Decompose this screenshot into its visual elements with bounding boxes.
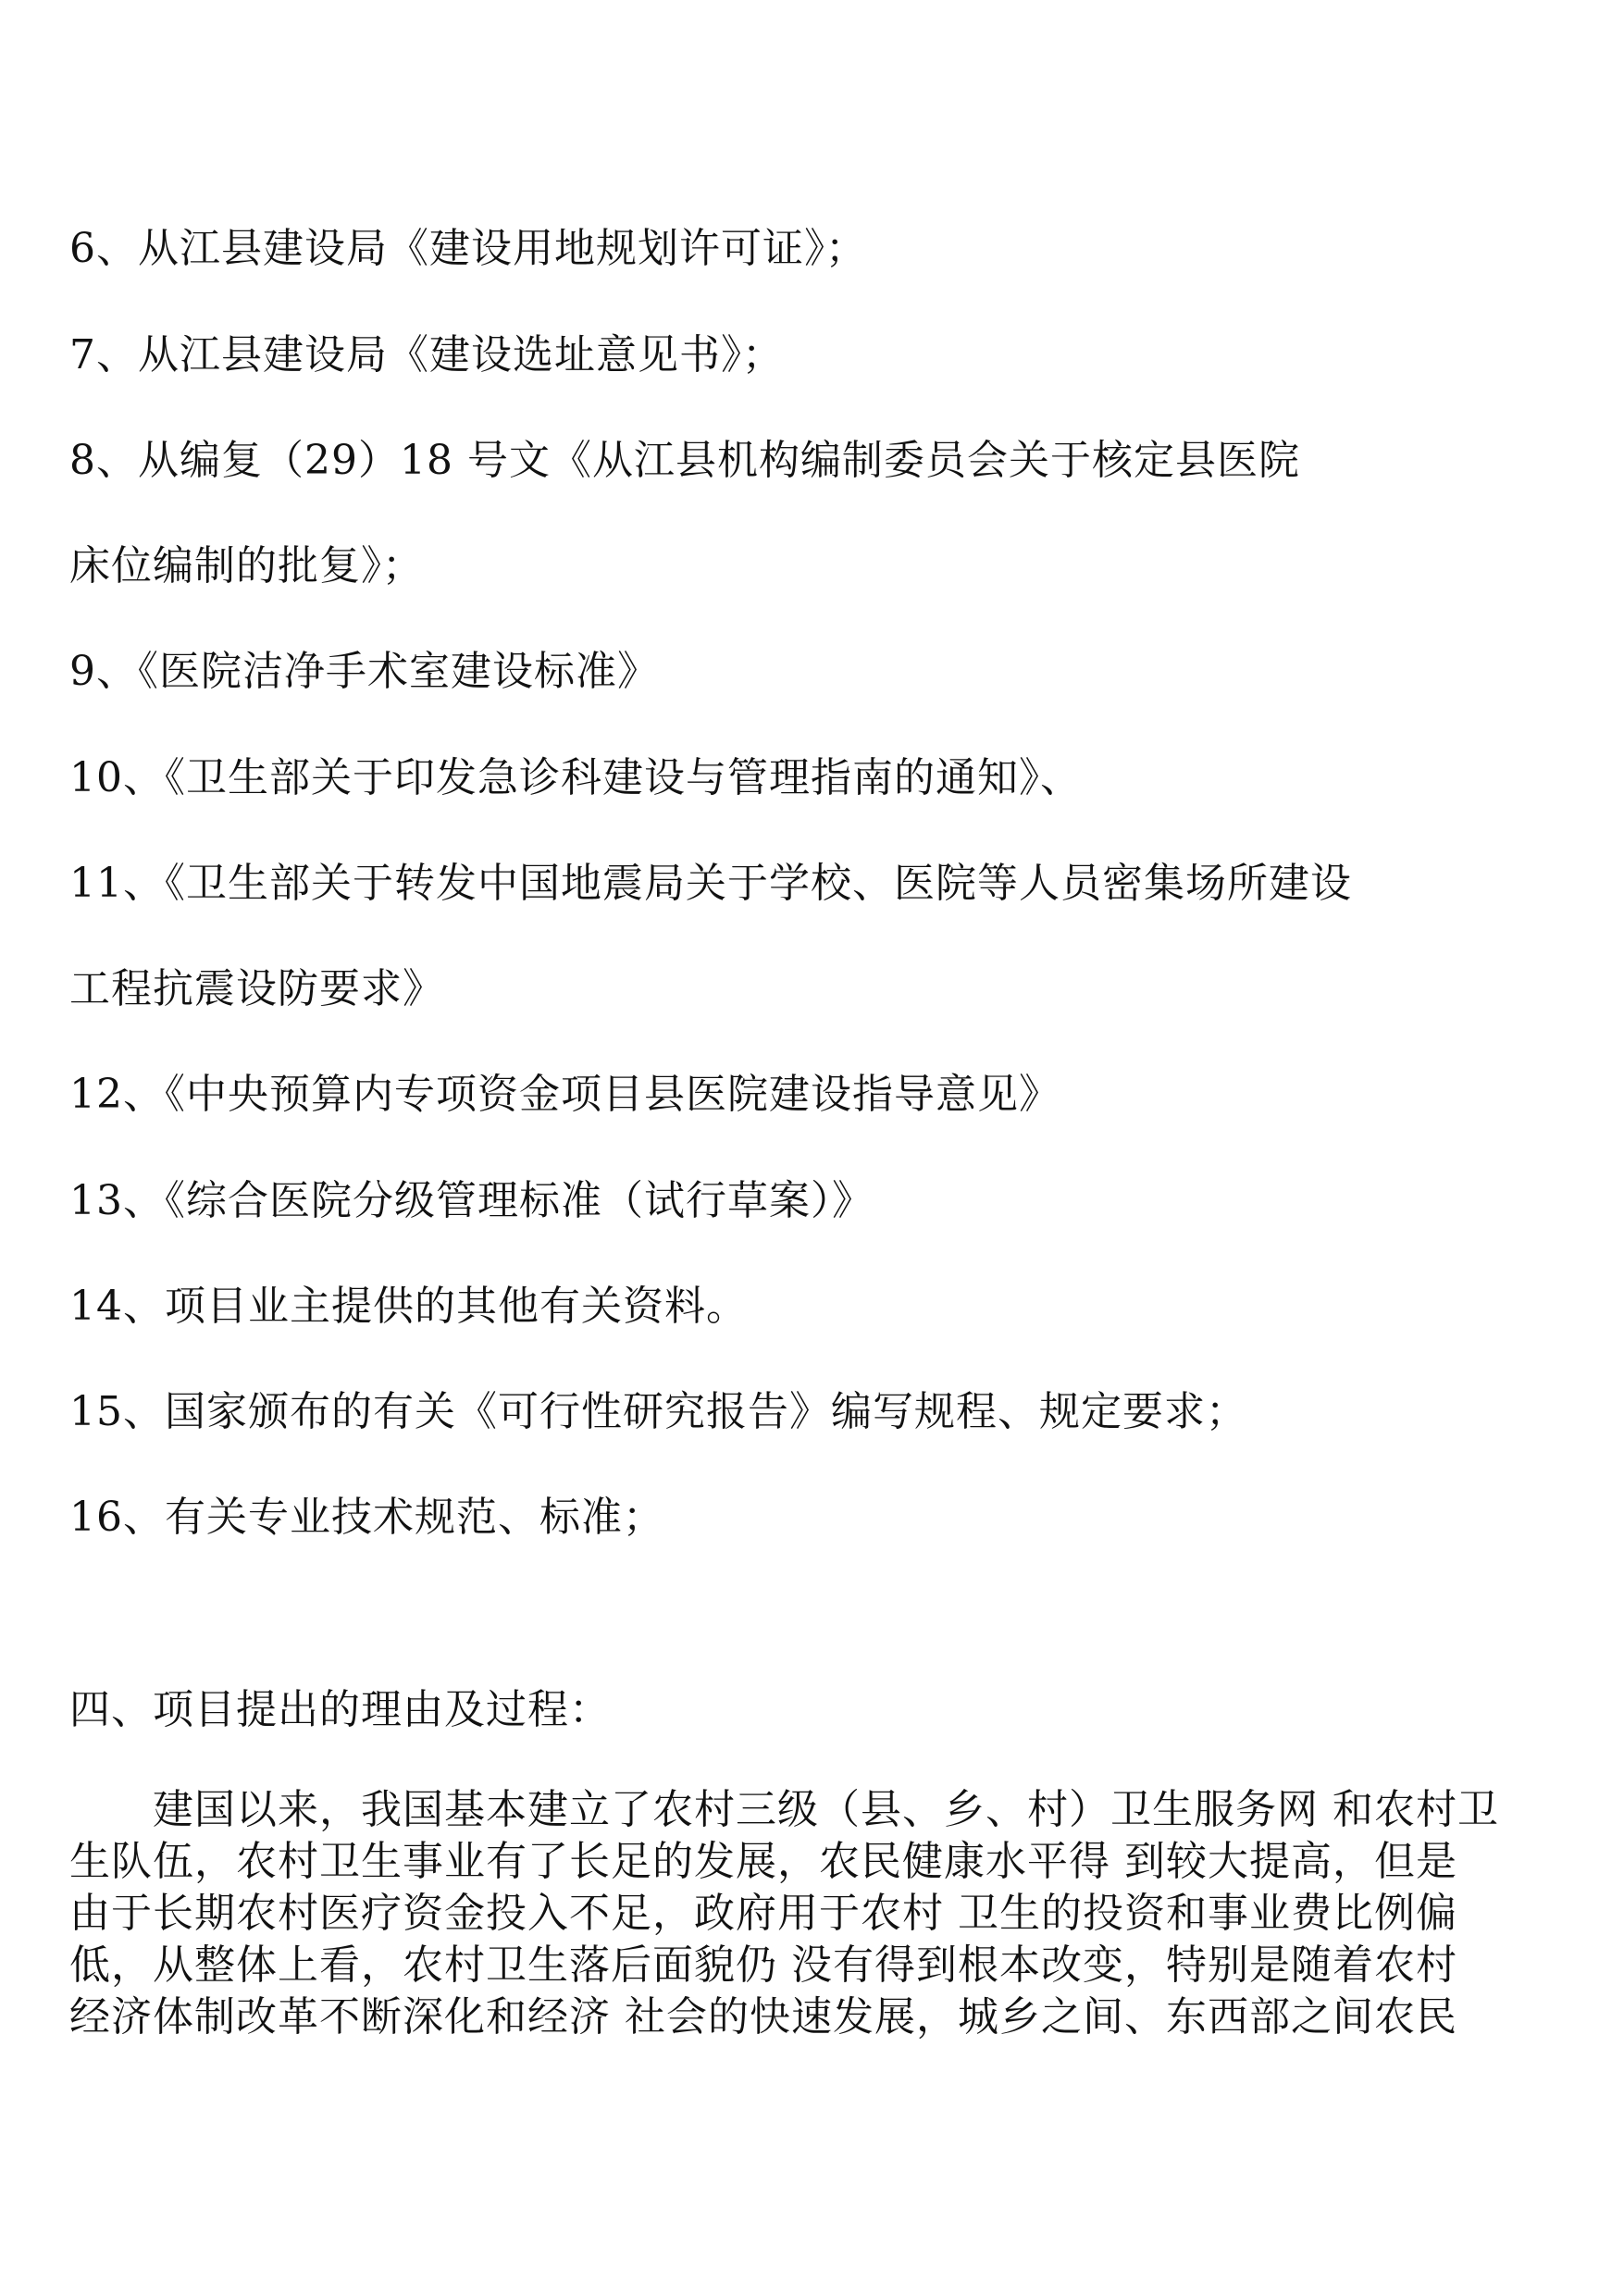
list-item: 10、《卫生部关于印发急诊科建设与管理指南的通知》、	[69, 754, 1082, 801]
list-item: 13、《综合医院分级管理标准（试行草案）》	[69, 1177, 874, 1224]
list-item: 7、从江县建设局《建设选址意见书》；	[69, 331, 784, 378]
list-item: 9、《医院洁净手术室建设标准》	[69, 648, 659, 695]
list-item: 16、有关专业技术规范、标准；	[69, 1494, 664, 1541]
list-item: 11、《卫生部关于转发中国地震局关于学校、医院等人员密集场所建设	[69, 860, 1352, 907]
paragraph-line: 低，从整体上看，农村卫生落后面貌仍 没有得到根本改变，特别是随着农村	[69, 1941, 1457, 1989]
list-item: 6、从江县建设局《建设用地规划许可证》；	[69, 225, 867, 272]
paragraph-line: 建国以来，我国基本建立了农村三级（县、乡、村）卫生服务网 和农村卫	[69, 1786, 1499, 1833]
paragraph-line: 经济体制改革不断深化和经济 社会的快速发展，城乡之间、东西部之间农民	[69, 1993, 1457, 2041]
list-item: 8、从编复（29）18 号文《从江县机构编制委员会关于核定县医院	[69, 437, 1300, 484]
paragraph-line: 生队伍，农村卫生事业有了长足的发展，农民健康水平得 到较大提高，但是	[69, 1838, 1457, 1885]
list-item: 12、《中央预算内专项资金项目县医院建设指导意见》	[69, 1071, 1060, 1118]
body-paragraph	[69, 1784, 1587, 2043]
list-item: 15、国家颁布的有关《可行性研究报告》编写规程、规定要求；	[69, 1388, 1247, 1435]
list-item-continuation: 工程抗震设防要求》	[69, 965, 444, 1012]
list-item: 14、项目业主提供的其他有关资料。	[69, 1283, 748, 1330]
paragraph-line: 由于长期农村医疗资金投入不足，政府用于农村 卫生的投资和事业费比例偏	[69, 1890, 1457, 1937]
list-item-continuation: 床位编制的批复》；	[69, 542, 424, 589]
section-heading: 四、项目提出的理由及过程：	[69, 1686, 611, 1733]
